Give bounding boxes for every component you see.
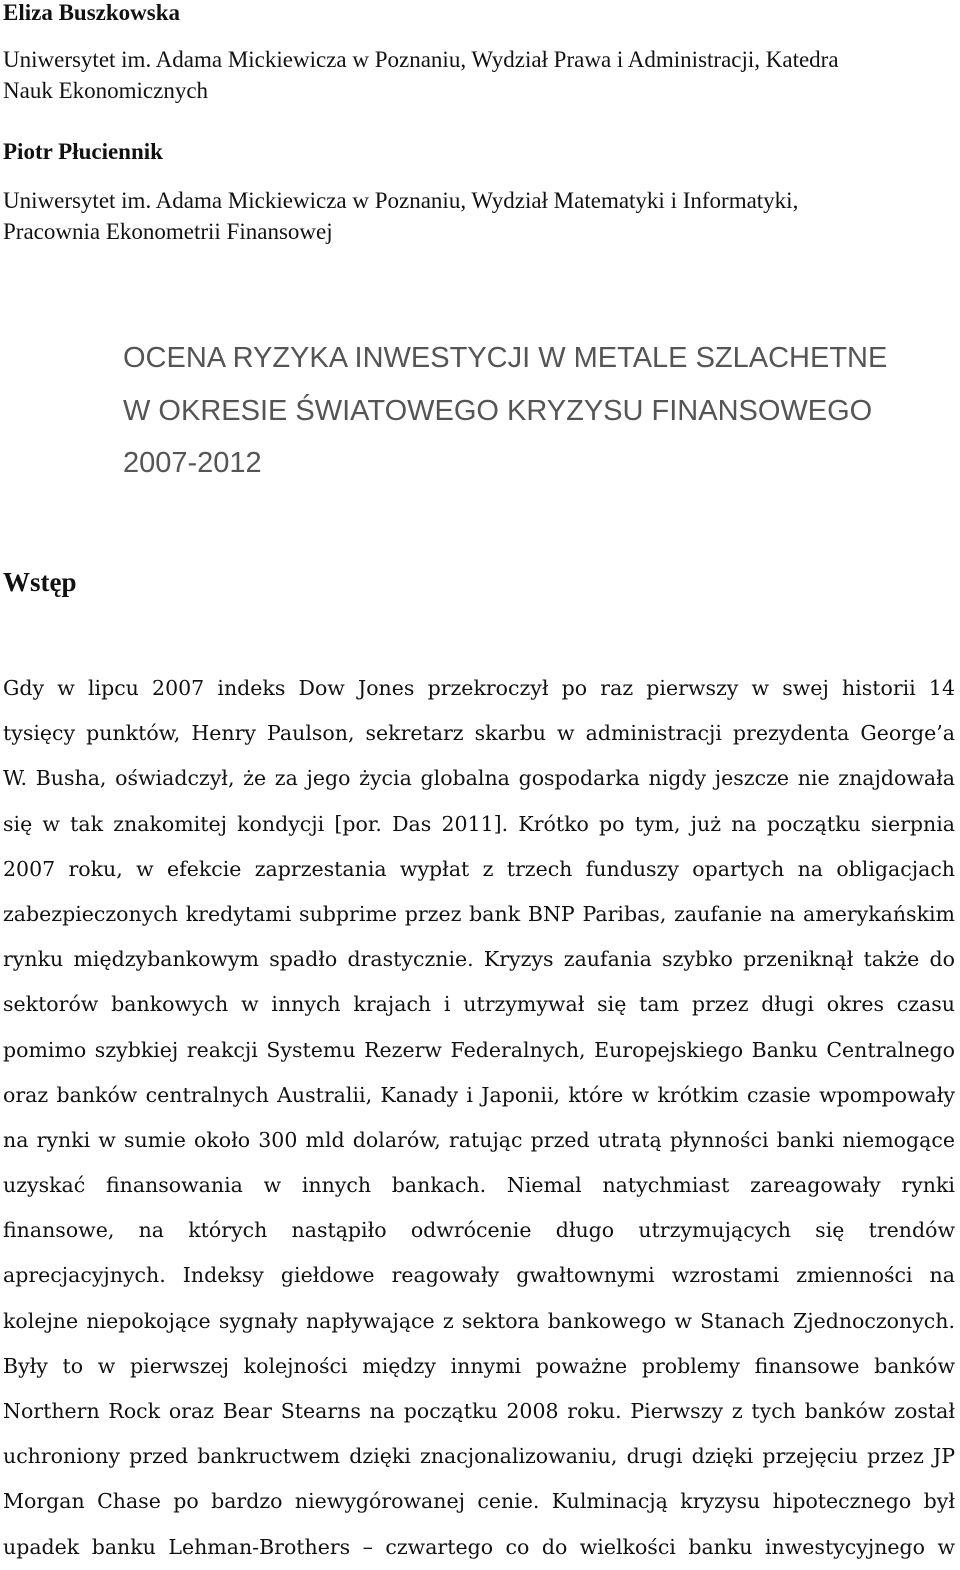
body-line bbox=[3, 1298, 955, 1343]
body-text-segment: rynku międzybankowym spadło drastycznie. bbox=[3, 947, 484, 972]
body-text-segment: na rynki w sumie około 300 mld dolarów, ratując przed utratą płynności banki niemogące bbox=[3, 1127, 955, 1152]
body-text-segment: Kryzys zaufania szybko przeniknął także do bbox=[483, 947, 956, 972]
body-line bbox=[3, 1027, 955, 1072]
body-text-segment: Morgan Chase po bardzo niewygórowanej cenie. bbox=[3, 1489, 552, 1514]
body-line bbox=[3, 981, 955, 1026]
paper-title-line-2: W OKRESIE ŚWIATOWEGO KRYZYSU FINANSOWEGO bbox=[123, 395, 873, 427]
body-line bbox=[3, 1478, 955, 1523]
body-line bbox=[3, 1433, 955, 1478]
body-line bbox=[3, 665, 955, 710]
body-text-segment: upadek banku Lehman-Brothers – czwartego co do wielkości banku inwestycyjnego w bbox=[3, 1534, 955, 1559]
body-paragraph bbox=[3, 665, 955, 1569]
author-1-affiliation-line-1: Uniwersytet im. Adama Mickiewicza w Poznaniu, Wydział Prawa i Administracji, Katedra bbox=[3, 47, 839, 72]
body-text-segment: aprecjacyjnych. bbox=[3, 1263, 183, 1288]
body-line bbox=[3, 1252, 955, 1297]
body-text-segment: pomimo szybkiej reakcji Systemu Rezerw Federalnych, Europejskiego Banku Centralnego bbox=[3, 1037, 955, 1062]
body-line bbox=[3, 1117, 955, 1162]
body-text-segment: Gdy w lipcu 2007 indeks Dow Jones przekroczył po raz pierwszy w swej historii 14 bbox=[3, 676, 955, 700]
author-1-name: Eliza Buszkowska bbox=[3, 0, 181, 25]
body-text-segment: Kulminacją kryzysu hipotecznego był bbox=[551, 1489, 955, 1514]
body-text-segment: Pierwszy z tych banków został bbox=[630, 1399, 956, 1423]
section-heading: Wstęp bbox=[3, 567, 77, 597]
body-text-segment: tysięcy punktów, Henry Paulson, sekretarz skarbu w administracji prezydenta George’a bbox=[3, 721, 955, 746]
body-text-segment: Były to w pierwszej kolejności między innymi poważne problemy finansowe banków bbox=[3, 1353, 955, 1378]
author-2-affiliation-line-1: Uniwersytet im. Adama Mickiewicza w Poznaniu, Wydział Matematyki i Informatyki, bbox=[3, 188, 799, 213]
body-text-segment: Niemal natychmiast zareagowały rynki bbox=[506, 1173, 955, 1198]
body-text-segment: oraz banków centralnych Australii, Kanady i Japonii, które w krótkim czasie wpompowały bbox=[3, 1082, 955, 1107]
body-line bbox=[3, 1343, 955, 1388]
body-line bbox=[3, 801, 955, 846]
body-text-segment: sektorów bankowych w innych krajach i utrzymywał się tam przez długi okres czasu bbox=[3, 992, 955, 1017]
author-1-affiliation-line-2: Nauk Ekonomicznych bbox=[3, 78, 209, 103]
body-text-segment: Northern Rock oraz Bear Stearns na początku 2008 roku. bbox=[3, 1399, 631, 1423]
body-line bbox=[3, 891, 955, 936]
body-line bbox=[3, 846, 955, 891]
body-text-segment: się w tak znakomitej kondycji [por. Das 2011]. bbox=[3, 811, 519, 836]
author-2-name: Piotr Płuciennik bbox=[3, 139, 163, 164]
body-line bbox=[3, 936, 955, 981]
body-line bbox=[3, 1388, 955, 1433]
body-text-segment: Krótko po tym, już na początku sierpnia bbox=[518, 811, 955, 836]
body-text-segment: kolejne niepokojące sygnały napływające z sektora bankowego w Stanach Zjednoczonych. bbox=[3, 1308, 955, 1333]
body-text-segment: uzyskać finansowania w innych bankach. bbox=[3, 1173, 507, 1198]
author-2-affiliation-line-2: Pracownia Ekonometrii Finansowej bbox=[3, 219, 333, 244]
body-line bbox=[3, 710, 955, 755]
body-line bbox=[3, 1162, 955, 1207]
author-2-affiliation bbox=[3, 185, 798, 247]
body-text-segment: zabezpieczonych kredytami subprime przez bank BNP Paribas, zaufanie na amerykańskim bbox=[3, 901, 955, 926]
body-text-segment: W. Busha, oświadczył, że za jego życia globalna gospodarka nigdy jeszcze nie znajdowała bbox=[3, 766, 955, 791]
body-text-segment: uchroniony przed bankructwem dzięki znacjonalizowaniu, drugi dzięki przejęciu przez JP bbox=[3, 1444, 955, 1469]
body-text-segment: 2007 roku, w efekcie zaprzestania wypłat z trzech funduszy opartych na obligacjach bbox=[3, 856, 955, 881]
body-line bbox=[3, 755, 955, 800]
paper-title-line-3: 2007-2012 bbox=[123, 447, 262, 479]
paper-title-line-1: OCENA RYZYKA INWESTYCJI W METALE SZLACHETNE bbox=[123, 342, 888, 374]
body-line bbox=[3, 1207, 955, 1252]
body-line bbox=[3, 1072, 955, 1117]
author-1-affiliation bbox=[3, 44, 839, 106]
body-text-segment: finansowe, na których nastąpiło odwrócenie długo utrzymujących się trendów bbox=[3, 1218, 955, 1243]
body-text-segment: Indeksy giełdowe reagowały gwałtownymi wzrostami zmienności na bbox=[182, 1263, 955, 1288]
body-line bbox=[3, 1524, 955, 1569]
